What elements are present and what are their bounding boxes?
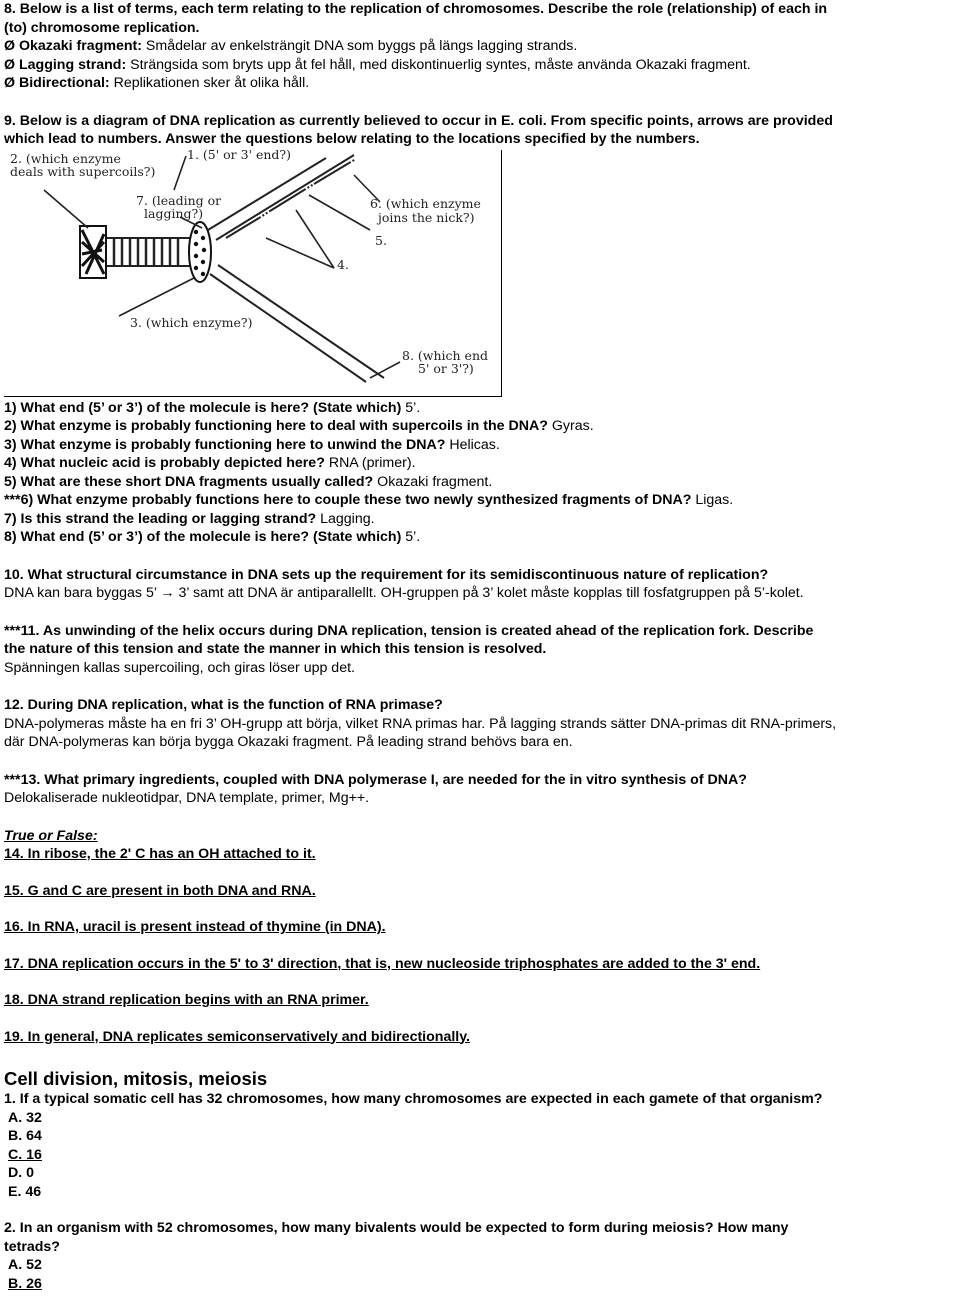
q9-answer-4: 4) What nucleic acid is probably depicted here? RNA (primer). <box>4 455 416 471</box>
q8-item-okazaki: Ø Okazaki fragment: Smådelar av enkelsträngit DNA som byggs på längs lagging strands. <box>4 38 578 54</box>
tf-item-17: 17. DNA replication occurs in the 5' to 3' direction, that is, new nucleoside triphosphates are added to the 3' end. <box>4 955 761 972</box>
cell-q2-question-2: tetrads? <box>4 1238 60 1255</box>
q8-line2: (to) chromosome replication. <box>4 19 200 36</box>
tf-item-15: 15. G and C are present in both DNA and RNA. <box>4 882 316 899</box>
cell-division-heading: Cell division, mitosis, meiosis <box>4 1068 268 1089</box>
label-3: 3. (which enzyme?) <box>130 314 253 330</box>
q11-question-1: ***11. As unwinding of the helix occurs during DNA replication, tension is created ahead of the replication fork. Describe <box>4 622 814 639</box>
cell-q2-question-1: 2. In an organism with 52 chromosomes, how many bivalents would be expected to form during meiosis? How many <box>4 1220 789 1236</box>
cell-q2-option-a: A. 52 <box>8 1257 42 1273</box>
dna-replication-diagram <box>4 146 502 397</box>
q8-item-lagging: Ø Lagging strand: Strängsida som bryts upp åt fel håll, med diskontinuerlig syntes, måste använda Okazaki fragment. <box>4 56 751 73</box>
q9-answer-3: 3) What enzyme is probably functioning here to unwind the DNA? Helicas. <box>4 436 500 453</box>
tf-item-16: 16. In RNA, uracil is present instead of thymine (in DNA). <box>4 919 386 935</box>
label-7a: 7. (leading or <box>136 192 222 208</box>
q13-question: ***13. What primary ingredients, coupled with DNA polymerase I, are needed for the in vitro synthesis of DNA? <box>4 771 747 788</box>
tf-item-19: 19. In general, DNA replicates semiconservatively and bidirectionally. <box>4 1028 471 1045</box>
true-false-heading: True or False: <box>4 827 98 844</box>
label-8b: 5' or 3'?) <box>418 360 474 376</box>
q9-line1: 9. Below is a diagram of DNA replication as currently believed to occur in E. coli. From specific points, arrows are provided <box>4 112 833 129</box>
q8-item-bidirectional: Ø Bidirectional: Replikationen sker åt olika håll. <box>4 75 310 91</box>
q9-answer-6: ***6) What enzyme probably functions here to couple these two newly synthesized fragments of DNA? Ligas. <box>4 492 734 508</box>
q10-question: 10. What structural circumstance in DNA sets up the requirement for its semidiscontinuous nature of replication? <box>4 566 769 583</box>
q9-answer-5: 5) What are these short DNA fragments usually called? Okazaki fragment. <box>4 473 493 490</box>
q13-answer: Delokaliserade nukleotidpar, DNA template, primer, Mg++. <box>4 790 370 806</box>
label-5: 5. <box>375 232 387 248</box>
tf-item-14: 14. In ribose, the 2' C has an OH attached to it. <box>4 846 316 862</box>
q12-question: 12. During DNA replication, what is the function of RNA primase? <box>4 697 443 713</box>
cell-q1-option-a: A. 32 <box>8 1109 42 1126</box>
cell-q1-option-d: D. 0 <box>8 1165 35 1181</box>
label-4: 4. <box>337 256 349 272</box>
tf-item-18: 18. DNA strand replication begins with an RNA primer. <box>4 992 369 1008</box>
upper-strands <box>208 155 356 240</box>
label-6a: 6. (which enzyme <box>370 195 481 211</box>
q9-answer-1: 1) What end (5’ or 3’) of the molecule is here? (State which) 5’. <box>4 399 421 416</box>
document <box>4 0 954 1293</box>
label-2a: 2. (which enzyme <box>10 150 121 166</box>
q9-answer-7: 7) Is this strand the leading or lagging strand? Lagging. <box>4 510 375 527</box>
q11-question-2: the nature of this tension and state the manner in which this tension is resolved. <box>4 641 547 657</box>
helicase-oval <box>189 222 211 282</box>
q11-answer: Spänningen kallas supercoiling, och giras löser upp det. <box>4 659 355 676</box>
gyrase-box <box>80 226 106 278</box>
cell-q2-option-b: B. 26 <box>8 1275 42 1292</box>
q12-answer-1: DNA-polymeras måste ha en fri 3’ OH-grupp att börja, vilket RNA primas har. På lagging strands sätter DNA-primas dit RNA-primers, <box>4 715 837 732</box>
label-1: 1. (5' or 3' end?) <box>187 146 292 162</box>
q9-line2: which lead to numbers. Answer the questions below relating to the locations specified by the numbers. <box>4 131 700 147</box>
label-6b: joins the nick?) <box>378 209 475 225</box>
q8-line1: 8. Below is a list of terms, each term relating to the replication of chromosomes. Describe the role (relationship) of each in <box>4 1 828 17</box>
q9-answer-8: 8) What end (5’ or 3’) of the molecule is here? (State which) 5’. <box>4 529 421 545</box>
q12-answer-2: där DNA-polymeras kan börja bygga Okazaki fragment. På leading strand behövs bara en. <box>4 734 573 750</box>
cell-q1-option-b: B. 64 <box>8 1128 42 1144</box>
label-2b: deals with supercoils?) <box>10 163 156 179</box>
label-7b: lagging?) <box>144 205 204 221</box>
q9-answer-2: 2) What enzyme is probably functioning here to deal with supercoils in the DNA? Gyras. <box>4 418 594 434</box>
label-8a: 8. (which end <box>402 347 488 363</box>
cell-q1-option-c: C. 16 <box>8 1146 42 1163</box>
q10-answer: DNA kan bara byggas 5’ → 3’ samt att DNA är antiparallellt. OH-gruppen på 3’ kolet måste kopplas till fosfatgruppen på 5’-kolet. <box>4 585 804 601</box>
cell-q1-question: 1. If a typical somatic cell has 32 chromosomes, how many chromosomes are expected in each gamete of that organism? <box>4 1091 823 1107</box>
cell-q1-option-e: E. 46 <box>8 1183 42 1200</box>
